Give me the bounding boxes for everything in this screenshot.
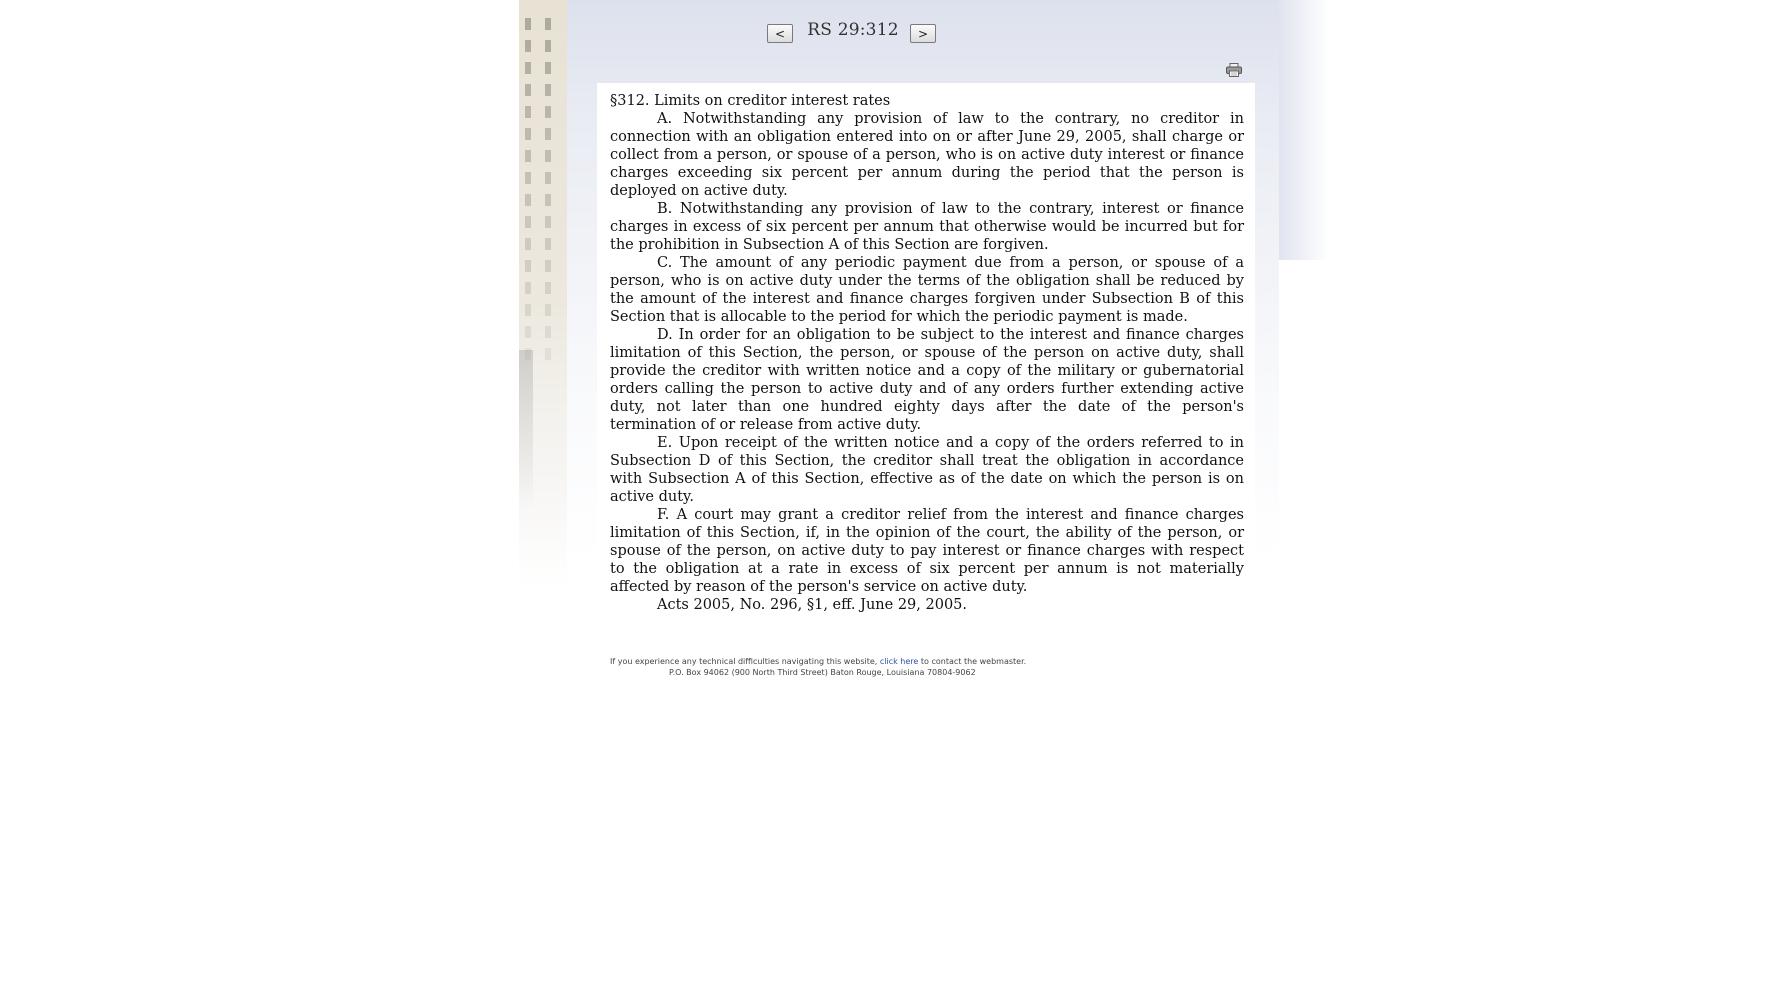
building-window <box>525 40 531 52</box>
subsection-b: B. Notwithstanding any provision of law to the contrary, interest or finance charges in excess of six percent per annum that otherwise would be incurred but for the prohibition in Subsection A of this Section are forgiven. <box>610 201 1244 253</box>
building-window <box>525 216 531 228</box>
building-window <box>545 62 551 74</box>
building-window <box>545 194 551 206</box>
building-window <box>545 18 551 30</box>
footer-help-text <box>610 656 1050 667</box>
next-section-button[interactable]: > <box>910 24 936 43</box>
section-navigation <box>767 18 942 48</box>
building-window <box>525 238 531 250</box>
building-window <box>525 150 531 162</box>
previous-section-button[interactable]: < <box>767 24 793 43</box>
subsection-c: C. The amount of any periodic payment due from a person, or spouse of a person, who is on active duty under the terms of the obligation shall be reduced by the amount of the interest and finance charges forgiven under Subsection B of this Section that is allocable to the period for which the periodic payment is made. <box>610 255 1244 325</box>
building-window <box>545 106 551 118</box>
building-window <box>525 128 531 140</box>
building-window <box>525 62 531 74</box>
building-window <box>545 326 551 338</box>
building-window <box>525 260 531 272</box>
building-window <box>545 128 551 140</box>
footer <box>610 656 1050 678</box>
footer-text-after: to contact the webmaster. <box>918 657 1027 666</box>
printer-icon[interactable] <box>1226 62 1242 76</box>
subsection-a: A. Notwithstanding any provision of law to the contrary, no creditor in connection with an obligation entered into on or after June 29, 2005, shall charge or collect from a person, or spouse of a person, who is on active duty interest or finance charges exceeding six percent per annum during the period that the person is deployed on active duty. <box>610 111 1244 199</box>
footer-text-before: If you experience any technical difficulties navigating this website, <box>610 657 880 666</box>
building-window <box>545 238 551 250</box>
building-window <box>525 18 531 30</box>
statute-text <box>610 92 1244 614</box>
contact-webmaster-link[interactable]: click here <box>879 657 919 666</box>
capitol-building-image <box>519 0 567 590</box>
building-window <box>545 304 551 316</box>
building-window <box>525 282 531 294</box>
section-identifier: RS 29:312 <box>807 20 899 40</box>
building-window <box>545 84 551 96</box>
building-window <box>545 348 551 360</box>
building-window <box>545 216 551 228</box>
subsection-d: D. In order for an obligation to be subject to the interest and finance charges limitation of this Section, the person, or spouse of the person on active duty, shall provide the creditor with written notice and a copy of the military or gubernatorial orders calling the person to active duty and of any orders further extending active duty, not later than one hundred eighty days after the date of the person's termination of or release from active duty. <box>610 327 1244 433</box>
subsection-e: E. Upon receipt of the written notice and a copy of the orders referred to in Subsection D of this Section, the creditor shall treat the obligation in accordance with Subsection A of this Section, effective as of the date on which the person is on active duty. <box>610 435 1244 505</box>
building-window <box>525 172 531 184</box>
building-window <box>525 348 531 360</box>
building-window <box>525 304 531 316</box>
building-window <box>545 260 551 272</box>
building-window <box>545 282 551 294</box>
building-window <box>545 40 551 52</box>
building-window <box>545 150 551 162</box>
building-window <box>525 84 531 96</box>
section-title: §312. Limits on creditor interest rates <box>610 93 891 109</box>
subsection-f: F. A court may grant a creditor relief from the interest and finance charges limitation of this Section, if, in the opinion of the court, the ability of the person, or spouse of the person, on active duty to pay interest or finance charges with respect to the obligation at a rate in excess of six percent per annum is not materially affected by reason of the person's service on active duty. <box>610 507 1244 595</box>
building-window <box>525 194 531 206</box>
building-window <box>525 326 531 338</box>
legislative-history: Acts 2005, No. 296, §1, eff. June 29, 2005. <box>657 597 968 613</box>
building-window <box>525 106 531 118</box>
footer-address: P.O. Box 94062 (900 North Third Street) Baton Rouge, Louisiana 70804-9062 <box>669 668 976 677</box>
building-window <box>545 172 551 184</box>
